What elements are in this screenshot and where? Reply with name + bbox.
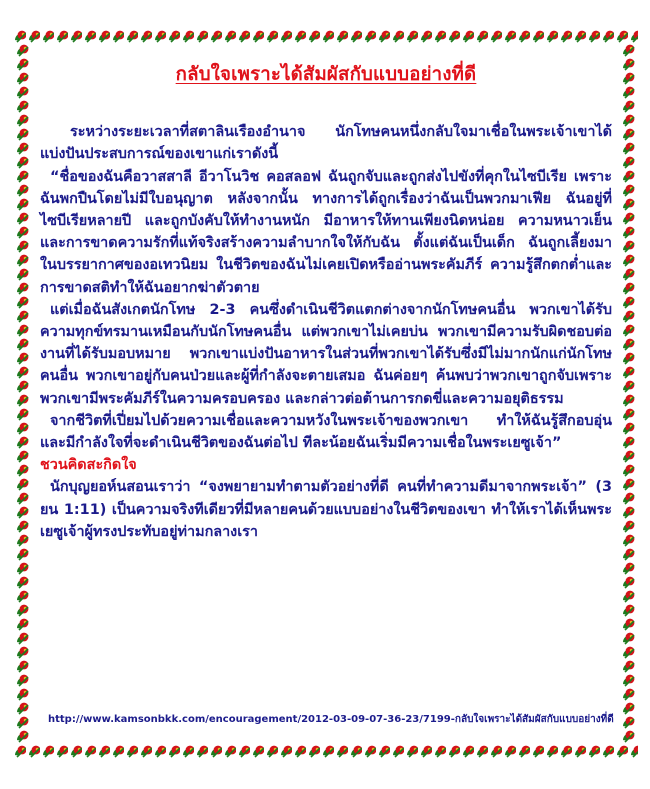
testimony-paragraph-3: จากชีวิตที่เปี่ยมไปด้วยความเชื่อและความหวังในพระเจ้าของพวกเขา ทำให้ฉันรู้สึกอบอุ่นและมีกำลังใจที่จะดำเนินชีวิตของฉันต่อไป ทีละน้อยฉันเริ่มมีความเชื่อในพระเยซูเจ้า”	[40, 412, 612, 452]
reflection-paragraph: นักบุญยอห์นสอนเราว่า “จงพยายามทำตามตัวอย่างที่ดี คนที่ทำความดีมาจากพระเจ้า” (3 ยน 1:11) เป็นความจริงทีเดียวที่มีหลายคนด้วยแบบอย่างในชีวิตของเขา ทำให้เราได้เห็นพระเยซูเจ้าผู้ทรงประทับอยู่ท่ามกลางเรา	[40, 479, 612, 540]
decorative-border-top	[12, 26, 638, 46]
testimony-paragraph-1: “ชื่อของฉันคือวาสสาลี อีวาโนวิช คอสลอฟ ฉันถูกจับและถูกส่งไปขังที่คุกในไซบีเรีย เพราะฉันพกปืนโดยไม่มีใบอนุญาต หลังจากนั้น ทางการได้ถูกเรื่องว่าฉันเป็นพวกมาเฟีย ฉันอยู่ที่ไซบีเรียหลายปี และถูกบังคับให้ทำงานหนัก มีอาหารให้ทานเพียงนิดหน่อย ความหนาวเย็นและการขาดความรักที่แท้จริงสร้างความลำบากใจให้กับฉัน ตั้งแต่ฉันเป็นเด็ก ฉันถูกเลี้ยงมาในบรรยากาศของอเทวนิยม ในชีวิตของฉันไม่เคยเปิดหรืออ่านพระคัมภีร์ ความรู้สึกตกต่ำและการขาดสติทำให้ฉันอยากฆ่าตัวตาย	[40, 168, 612, 296]
source-link[interactable]: http://www.kamsonbkk.com/encouragement/2012-03-09-07-36-23/7199-กลับใจเพราะได้สัมผัสกับแบบอย่างที่ดี	[48, 714, 614, 725]
article-title: กลับใจเพราะได้สัมผัสกับแบบอย่างที่ดี	[175, 64, 477, 85]
intro-paragraph: ระหว่างระยะเวลาที่สตาลินเรืองอำนาจ นักโทษคนหนึ่งกลับใจมาเชื่อในพระเจ้าเขาได้แบ่งปันประสบการณ์ของเขาแก่เราดังนี้	[40, 124, 612, 163]
article-body	[40, 50, 612, 730]
decorative-border-right	[618, 44, 638, 744]
testimony-paragraph-2: แต่เมื่อฉันสังเกตนักโทษ 2-3 คนซึ่งดำเนินชีวิตแตกต่างจากนักโทษคนอื่น พวกเขาได้รับความทุกข์ทรมานเหมือนกับนักโทษคนอื่น แต่พวกเขาไม่เคยบ่น พวกเขามีความรับผิดชอบต่องานที่ได้รับมอบหมาย พวกเขาแบ่งปันอาหารในส่วนที่พวกเขาได้รับซึ่งมีไม่มากนักแก่นักโทษคนอื่น พวกเขาอยู่กับคนป่วยและผู้ที่กำลังจะตายเสมอ ฉันค่อยๆ ค้นพบว่าพวกเขาถูกจับเพราะพวกเขามีพระคัมภีร์ในความครอบครอง และกล่าวต่อต้านการกดขี่และความอยุติธรรม	[40, 301, 612, 407]
decorative-border-left	[12, 44, 32, 744]
decorative-border-bottom	[12, 741, 638, 761]
title-wrap	[40, 64, 612, 87]
reflection-heading: ชวนคิดสะกิดใจ	[40, 457, 137, 474]
